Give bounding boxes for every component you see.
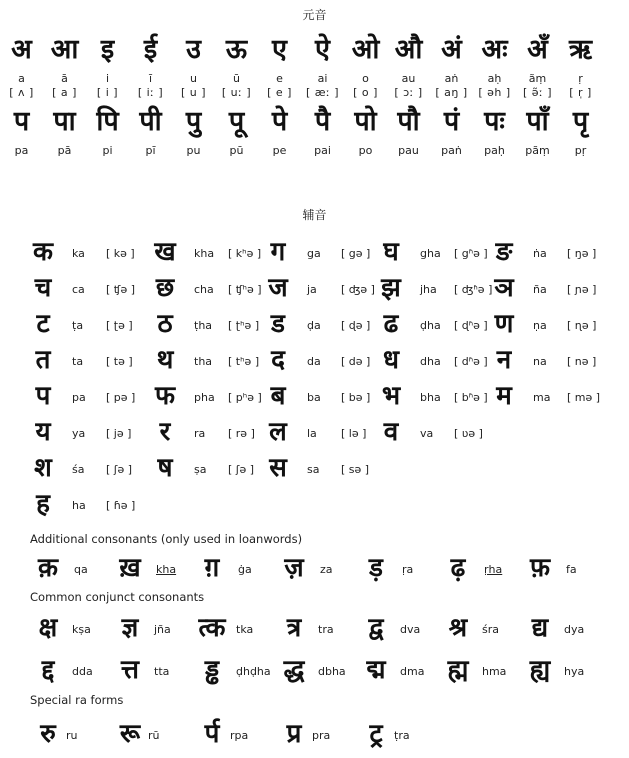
- p-form-roman: paṅ: [441, 144, 462, 157]
- vowel-roman: ū: [233, 72, 240, 85]
- consonant-roman: ḍa: [307, 319, 321, 332]
- conjunct-letter: क्ष: [38, 613, 58, 643]
- vowel-letter: आ: [50, 34, 79, 65]
- consonant-letter: ग: [270, 237, 286, 267]
- vowel-ipa: [ o ]: [353, 86, 378, 99]
- vowel-ipa: [ ɔː ]: [394, 86, 423, 99]
- p-form-letter: पी: [139, 106, 162, 137]
- conjunct-roman: dda: [72, 665, 93, 678]
- consonant-roman: ṇa: [533, 319, 547, 332]
- consonant-letter: ज: [268, 273, 288, 303]
- consonant-letter: ण: [494, 309, 514, 339]
- consonant-roman: cha: [194, 283, 214, 296]
- conjunct-roman: dbha: [318, 665, 346, 678]
- consonant-roman: ha: [72, 499, 86, 512]
- p-form-roman: pṛ: [574, 144, 587, 157]
- additional-roman: qa: [74, 563, 88, 576]
- consonant-row: [0, 308, 629, 340]
- consonant-letter: ब: [270, 381, 286, 411]
- consonant-roman: ga: [307, 247, 321, 260]
- ra-form-roman: ru: [66, 729, 78, 742]
- conjunct-roman: hma: [482, 665, 507, 678]
- conjunct-roman: śra: [482, 623, 499, 636]
- consonant-letter: प: [35, 381, 51, 411]
- additional-roman: ġa: [238, 563, 252, 576]
- ra-form-roman: ṭra: [394, 729, 410, 742]
- consonant-letter: द: [271, 345, 285, 375]
- p-form-letter: पे: [271, 106, 288, 137]
- consonant-roman: bha: [420, 391, 441, 404]
- consonant-letter: थ: [156, 345, 174, 375]
- consonant-roman: ba: [307, 391, 321, 404]
- conjunct-letter: द्व: [368, 613, 384, 643]
- consonant-letter: स: [269, 453, 287, 483]
- consonant-ipa: [ ŋə ]: [567, 247, 597, 260]
- consonant-letter: ड: [271, 309, 285, 339]
- conjunct-letter: ड्ढ: [204, 655, 220, 685]
- vowel-letter: ऐ: [315, 34, 330, 65]
- conjunct-letter: श्र: [448, 613, 468, 643]
- vowel-roman: i: [105, 72, 110, 85]
- vowel-letter: अ: [11, 34, 32, 65]
- vowel-roman: ai: [317, 72, 328, 85]
- consonant-ipa: [ kʰə ]: [228, 247, 262, 260]
- p-form-roman: pi: [102, 144, 113, 157]
- consonant-ipa: [ gʱə ]: [454, 247, 488, 260]
- consonant-ipa: [ kə ]: [106, 247, 135, 260]
- consonant-letter: क: [33, 237, 53, 267]
- consonant-ipa: [ ʧə ]: [106, 283, 136, 296]
- p-form-letter: पू: [228, 106, 245, 137]
- consonant-roman: ṭa: [72, 319, 84, 332]
- ra-form-letter: रू: [119, 719, 141, 749]
- consonant-ipa: [ jə ]: [106, 427, 132, 440]
- vowel-roman: e: [276, 72, 283, 85]
- consonant-roman: ya: [72, 427, 86, 440]
- conjunct-letter: त्र: [286, 613, 302, 643]
- vowel-ipa: [ iː ]: [137, 86, 164, 99]
- consonant-letter: ह: [36, 489, 50, 519]
- consonant-ipa: [ ɖə ]: [341, 319, 371, 332]
- additional-label: Additional consonants (only used in loanwords): [30, 532, 303, 546]
- consonant-roman: ca: [72, 283, 85, 296]
- conjunct-roman: ḍhḍha: [236, 665, 271, 678]
- consonant-roman: śa: [72, 463, 85, 476]
- additional-roman: fa: [566, 563, 577, 576]
- vowel-ipa: [ ə̃ː ]: [522, 86, 553, 99]
- conjunct-letter: द्द: [41, 655, 55, 685]
- consonant-roman: la: [307, 427, 317, 440]
- conjunct-letter: ज्ञ: [121, 613, 139, 643]
- consonant-row: [0, 416, 629, 448]
- consonant-row: [0, 380, 629, 412]
- consonant-letter: घ: [383, 237, 399, 267]
- vowel-letter: ए: [272, 34, 287, 65]
- consonant-ipa: [ ʈʰə ]: [228, 319, 260, 332]
- consonant-roman: ra: [194, 427, 206, 440]
- consonant-roman: ṣa: [194, 463, 207, 476]
- conjunct-letter: द्य: [531, 613, 549, 643]
- consonant-ipa: [ ʈə ]: [106, 319, 133, 332]
- consonant-roman: kha: [194, 247, 215, 260]
- consonant-ipa: [ lə ]: [341, 427, 367, 440]
- consonant-letter: ञ: [494, 273, 514, 303]
- conjunct-roman: tta: [154, 665, 170, 678]
- consonant-roman: ḍha: [420, 319, 441, 332]
- vowel-roman: ãṃ: [528, 72, 547, 85]
- conjunct-roman: dva: [400, 623, 421, 636]
- vowel-letter: ई: [143, 34, 158, 65]
- consonant-letter: य: [35, 417, 51, 447]
- vowel-roman: au: [401, 72, 416, 85]
- consonant-roman: na: [533, 355, 547, 368]
- vowel-ipa: [ a ]: [52, 86, 77, 99]
- consonant-letter: फ: [154, 381, 176, 411]
- p-form-letter: पु: [185, 106, 202, 137]
- consonant-letter: श: [34, 453, 52, 483]
- p-form-letter: पृ: [572, 106, 589, 137]
- consonant-letter: ढ: [383, 309, 399, 339]
- additional-roman: kha: [156, 563, 177, 576]
- consonant-ipa: [ ɦə ]: [106, 499, 136, 512]
- vowel-ipa: [ əh ]: [478, 86, 511, 99]
- vowels-title: 元音: [302, 8, 327, 22]
- conjunct-letter: ह्म: [447, 655, 469, 685]
- ra-form-roman: pra: [312, 729, 331, 742]
- additional-letter: ज़: [284, 553, 304, 583]
- vowel-letter: उ: [186, 34, 201, 65]
- conjunct-roman: tka: [236, 623, 254, 636]
- consonant-letter: ङ: [495, 237, 513, 267]
- ra-form-letter: ट्र: [369, 719, 383, 749]
- consonant-ipa: [ ɲə ]: [567, 283, 597, 296]
- conjunct-roman: hya: [564, 665, 585, 678]
- consonant-letter: न: [496, 345, 512, 375]
- ra-form-roman: rpa: [230, 729, 249, 742]
- ra-form-letter: रु: [40, 719, 56, 749]
- consonant-ipa: [ ɖʱə ]: [454, 319, 488, 332]
- p-form-letter: पै: [314, 106, 331, 137]
- consonants-title: 辅音: [302, 208, 327, 222]
- consonant-letter: व: [383, 417, 399, 447]
- vowel-ipa: [ æː ]: [305, 86, 340, 99]
- consonant-ipa: [ ʧʰə ]: [228, 283, 262, 296]
- p-form-roman: po: [358, 144, 373, 157]
- vowel-ipa: [ e ]: [267, 86, 292, 99]
- vowel-roman: aṅ: [444, 72, 459, 85]
- consonant-roman: jha: [420, 283, 437, 296]
- p-form-roman: pe: [272, 144, 287, 157]
- additional-letter: ख़: [119, 553, 141, 583]
- vowel-ipa: [ ʌ ]: [9, 86, 34, 99]
- consonant-ipa: [ ʃə ]: [228, 463, 255, 476]
- consonant-letter: ख: [154, 237, 176, 267]
- conjuncts-label: Common conjunct consonants: [30, 590, 205, 604]
- consonant-ipa: [ ʋə ]: [454, 427, 483, 440]
- conjunct-letter: द्म: [366, 655, 386, 685]
- consonant-letter: झ: [381, 273, 401, 303]
- consonant-roman: tha: [194, 355, 213, 368]
- consonant-roman: ña: [533, 283, 547, 296]
- consonant-roman: sa: [307, 463, 320, 476]
- vowel-letter: ओ: [351, 34, 380, 65]
- consonant-ipa: [ ʤʱə ]: [454, 283, 493, 296]
- consonant-roman: ta: [72, 355, 84, 368]
- consonant-letter: ष: [157, 453, 173, 483]
- additional-letter: क़: [38, 553, 58, 583]
- consonant-ipa: [ dʱə ]: [454, 355, 488, 368]
- consonant-letter: भ: [381, 381, 401, 411]
- consonant-ipa: [ bʱə ]: [454, 391, 488, 404]
- vowel-letter: अं: [441, 34, 462, 65]
- p-form-letter: पा: [53, 106, 76, 137]
- additional-roman: za: [320, 563, 333, 576]
- consonant-roman: pa: [72, 391, 86, 404]
- p-form-roman: pau: [398, 144, 419, 157]
- consonant-ipa: [ də ]: [341, 355, 371, 368]
- ra-form-letter: र्प: [204, 719, 220, 749]
- vowel-roman: o: [362, 72, 369, 85]
- p-form-roman: pa: [14, 144, 29, 157]
- consonant-ipa: [ pʰə ]: [228, 391, 262, 404]
- consonant-letter: ध: [383, 345, 399, 375]
- consonant-letter: म: [496, 381, 512, 411]
- additional-roman: ṛha: [484, 563, 503, 576]
- p-form-letter: पः: [484, 106, 505, 137]
- conjunct-letter: द्ध: [283, 655, 305, 685]
- consonant-letter: ट: [36, 309, 50, 339]
- p-form-roman: pu: [186, 144, 201, 157]
- vowel-letter: ऊ: [225, 34, 248, 65]
- ra-form-roman: rū: [148, 729, 160, 742]
- consonant-roman: gha: [420, 247, 441, 260]
- p-form-roman: pãṃ: [525, 144, 550, 157]
- consonant-ipa: [ sə ]: [341, 463, 370, 476]
- consonant-roman: pha: [194, 391, 215, 404]
- consonant-row: [0, 452, 629, 484]
- additional-letter: फ़: [529, 553, 551, 583]
- vowel-letter: इ: [100, 34, 115, 65]
- p-form-letter: पं: [443, 106, 460, 137]
- consonant-roman: va: [420, 427, 434, 440]
- p-form-roman: pī: [145, 144, 156, 157]
- vowel-roman: u: [190, 72, 197, 85]
- vowel-ipa: [ uː ]: [221, 86, 252, 99]
- consonant-letter: ल: [269, 417, 287, 447]
- p-form-roman: pā: [57, 144, 72, 157]
- vowel-letter: अः: [481, 34, 508, 65]
- conjunct-roman: kṣa: [72, 623, 91, 636]
- vowel-roman: ā: [61, 72, 68, 85]
- consonant-ipa: [ bə ]: [341, 391, 371, 404]
- conjunct-letter: त्क: [198, 613, 226, 643]
- additional-roman: ṛa: [402, 563, 414, 576]
- ra-forms-label: Special ra forms: [30, 693, 124, 707]
- conjunct-roman: tra: [318, 623, 334, 636]
- vowel-roman: ṛ: [578, 72, 583, 85]
- vowel-letter: अँ: [527, 34, 548, 65]
- consonant-roman: ṅa: [533, 247, 547, 260]
- consonant-ipa: [ gə ]: [341, 247, 371, 260]
- vowel-ipa: [ r̩ ]: [569, 86, 592, 99]
- consonant-roman: da: [307, 355, 321, 368]
- p-form-letter: पो: [354, 106, 377, 137]
- p-form-roman: pai: [314, 144, 331, 157]
- consonant-roman: ma: [533, 391, 551, 404]
- consonant-letter: च: [34, 273, 52, 303]
- consonant-ipa: [ ʃə ]: [106, 463, 133, 476]
- consonant-letter: छ: [155, 273, 175, 303]
- consonant-ipa: [ nə ]: [567, 355, 597, 368]
- consonant-row: [0, 488, 629, 520]
- vowel-ipa: [ i ]: [96, 86, 119, 99]
- conjunct-letter: ह्य: [529, 655, 551, 685]
- vowel-letter: औ: [394, 34, 423, 65]
- consonant-roman: ja: [307, 283, 317, 296]
- consonant-row: [0, 272, 629, 304]
- consonant-letter: ठ: [157, 309, 173, 339]
- vowel-roman: aḥ: [487, 72, 502, 85]
- consonant-ipa: [ tʰə ]: [228, 355, 260, 368]
- conjunct-roman: jña: [154, 623, 171, 636]
- p-form-letter: पौ: [397, 106, 420, 137]
- additional-letter: ड़: [369, 553, 383, 583]
- p-form-letter: पाँ: [526, 106, 549, 137]
- consonant-roman: ka: [72, 247, 85, 260]
- consonant-roman: dha: [420, 355, 441, 368]
- conjunct-roman: dma: [400, 665, 425, 678]
- conjunct-letter: त्त: [121, 655, 139, 685]
- vowel-grid: [0, 36, 602, 158]
- consonant-ipa: [ ʤə ]: [341, 283, 375, 296]
- p-form-letter: पि: [96, 106, 119, 137]
- consonant-row: [0, 236, 629, 268]
- p-form-roman: paḥ: [484, 144, 505, 157]
- vowel-ipa: [ aŋ ]: [435, 86, 468, 99]
- consonant-row: [0, 344, 629, 376]
- consonant-roman: ṭha: [194, 319, 213, 332]
- p-form-roman: pū: [229, 144, 244, 157]
- consonant-letter: त: [35, 345, 51, 375]
- consonant-ipa: [ tə ]: [106, 355, 133, 368]
- consonant-letter: र: [159, 417, 171, 447]
- additional-letter: ग़: [204, 553, 220, 583]
- vowel-ipa: [ u ]: [180, 86, 207, 99]
- ra-form-letter: प्र: [286, 719, 302, 749]
- vowel-letter: ऋ: [568, 34, 593, 65]
- consonant-ipa: [ pə ]: [106, 391, 136, 404]
- conjunct-roman: dya: [564, 623, 585, 636]
- additional-letter: ढ़: [450, 553, 466, 583]
- consonant-ipa: [ rə ]: [228, 427, 255, 440]
- p-form-letter: प: [13, 106, 30, 137]
- vowel-roman: a: [18, 72, 25, 85]
- consonant-ipa: [ ɳə ]: [567, 319, 597, 332]
- vowel-roman: ī: [148, 72, 153, 85]
- consonant-ipa: [ mə ]: [567, 391, 601, 404]
